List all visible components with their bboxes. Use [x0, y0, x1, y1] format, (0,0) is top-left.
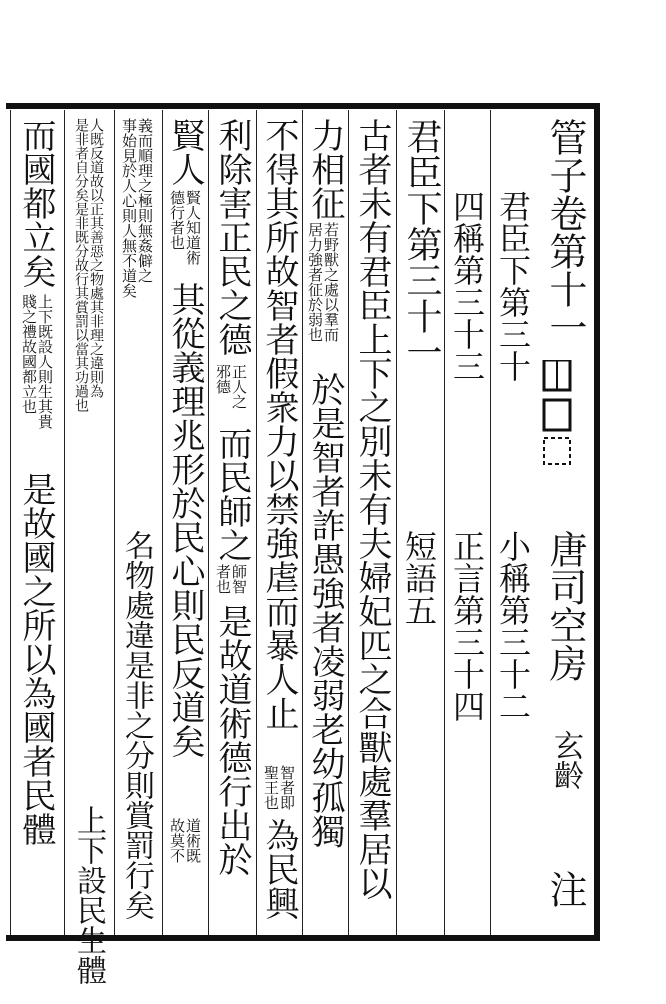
toc-column-1 [490, 110, 536, 935]
toc-entry: 四稱第三十三 [448, 190, 486, 382]
text-column [162, 110, 208, 935]
commentary-line: 道術既 [184, 818, 202, 863]
commentary-line: 者也 [214, 564, 232, 594]
body-text: 而民師之 [212, 426, 252, 562]
text-column [64, 110, 114, 985]
commentary-line: 事始見於人心則人無不道矣 [120, 118, 138, 298]
commentary-note [169, 818, 201, 863]
toc-entry: 小稱第三十二 [494, 530, 532, 722]
body-text: 名物處違是非之分則賞罰行矣 [119, 530, 154, 920]
body-text: 是故國之所以為國者民體 [16, 472, 56, 846]
body-text: 利除害正民之德 [212, 118, 252, 356]
toc-entry: 正言第三十四 [448, 530, 486, 722]
commentary-note [215, 364, 247, 409]
text-column [256, 110, 302, 935]
annotator-mark: 注 [543, 870, 587, 908]
body-text: 不得其所故智者假衆力以禁強虐而暴人止 [259, 118, 299, 730]
commentary-line: 是非者自分矣是非既分故行其賞罰以當其功過也 [73, 118, 89, 412]
book-title: 管子卷第十一 [543, 118, 587, 346]
toc-entry: 君臣下第三十 [494, 190, 532, 382]
author-name: 唐司空房 [543, 530, 587, 682]
title-column [536, 110, 594, 935]
toc-column-2 [444, 110, 490, 935]
commentary-line: 人既反道故以正其善惡之物處其非理之違則為 [88, 118, 104, 398]
commentary-note [307, 222, 339, 342]
commentary-line: 義而順理之極則無姦僻之 [136, 118, 154, 283]
commentary-note [215, 564, 247, 594]
body-text: 於是智者詐愚強者凌弱老幼孤獨 [305, 372, 345, 848]
body-text: 其從義理兆形於民心則民反道矣 [165, 282, 205, 758]
commentary-line: 賤之禮故國都立也 [20, 294, 38, 414]
commentary-line: 正人之 [230, 364, 248, 409]
chapter-title: 君臣下第三十一 [401, 118, 442, 370]
body-text: 古者未有君臣上下之別未有夫婦妃匹之合獸處羣居以 [352, 118, 392, 900]
section-label: 短語五 [400, 530, 438, 626]
commentary-note [263, 765, 295, 810]
commentary-line: 師智 [230, 564, 248, 594]
body-text: 力相征 [305, 118, 345, 220]
body-text: 上下設民生體 [71, 805, 106, 985]
text-column [10, 110, 64, 935]
text-column [208, 110, 256, 935]
body-text: 賢人 [165, 118, 205, 186]
text-column [302, 110, 348, 935]
commentary-note [73, 118, 103, 412]
commentary-line: 賢人知道術 [184, 190, 202, 265]
commentary-line: 聖王也 [262, 765, 280, 810]
commentary-line: 若野獸之處以羣而 [322, 222, 340, 342]
commentary-note [21, 294, 53, 429]
commentary-line: 居力強者征於弱也 [306, 222, 324, 342]
body-text: 為民興 [259, 818, 299, 920]
text-column [114, 110, 162, 935]
body-text: 而國都立矣 [16, 118, 56, 288]
fishtail-mark-icon [540, 360, 574, 470]
commentary-line: 上下既設人則生其貴 [36, 294, 54, 429]
commentary-note [169, 190, 201, 265]
body-text: 是故道術德行出於 [212, 604, 252, 876]
commentary-line: 邪德 [214, 364, 232, 394]
chapter-heading-column [396, 110, 444, 935]
commentary-line: 故莫不 [168, 818, 186, 863]
text-column [348, 110, 396, 935]
commentary-line: 智者即 [278, 765, 296, 810]
author-given-name: 玄齡 [548, 730, 583, 790]
commentary-note [121, 118, 153, 298]
commentary-line: 德行者也 [168, 190, 186, 250]
